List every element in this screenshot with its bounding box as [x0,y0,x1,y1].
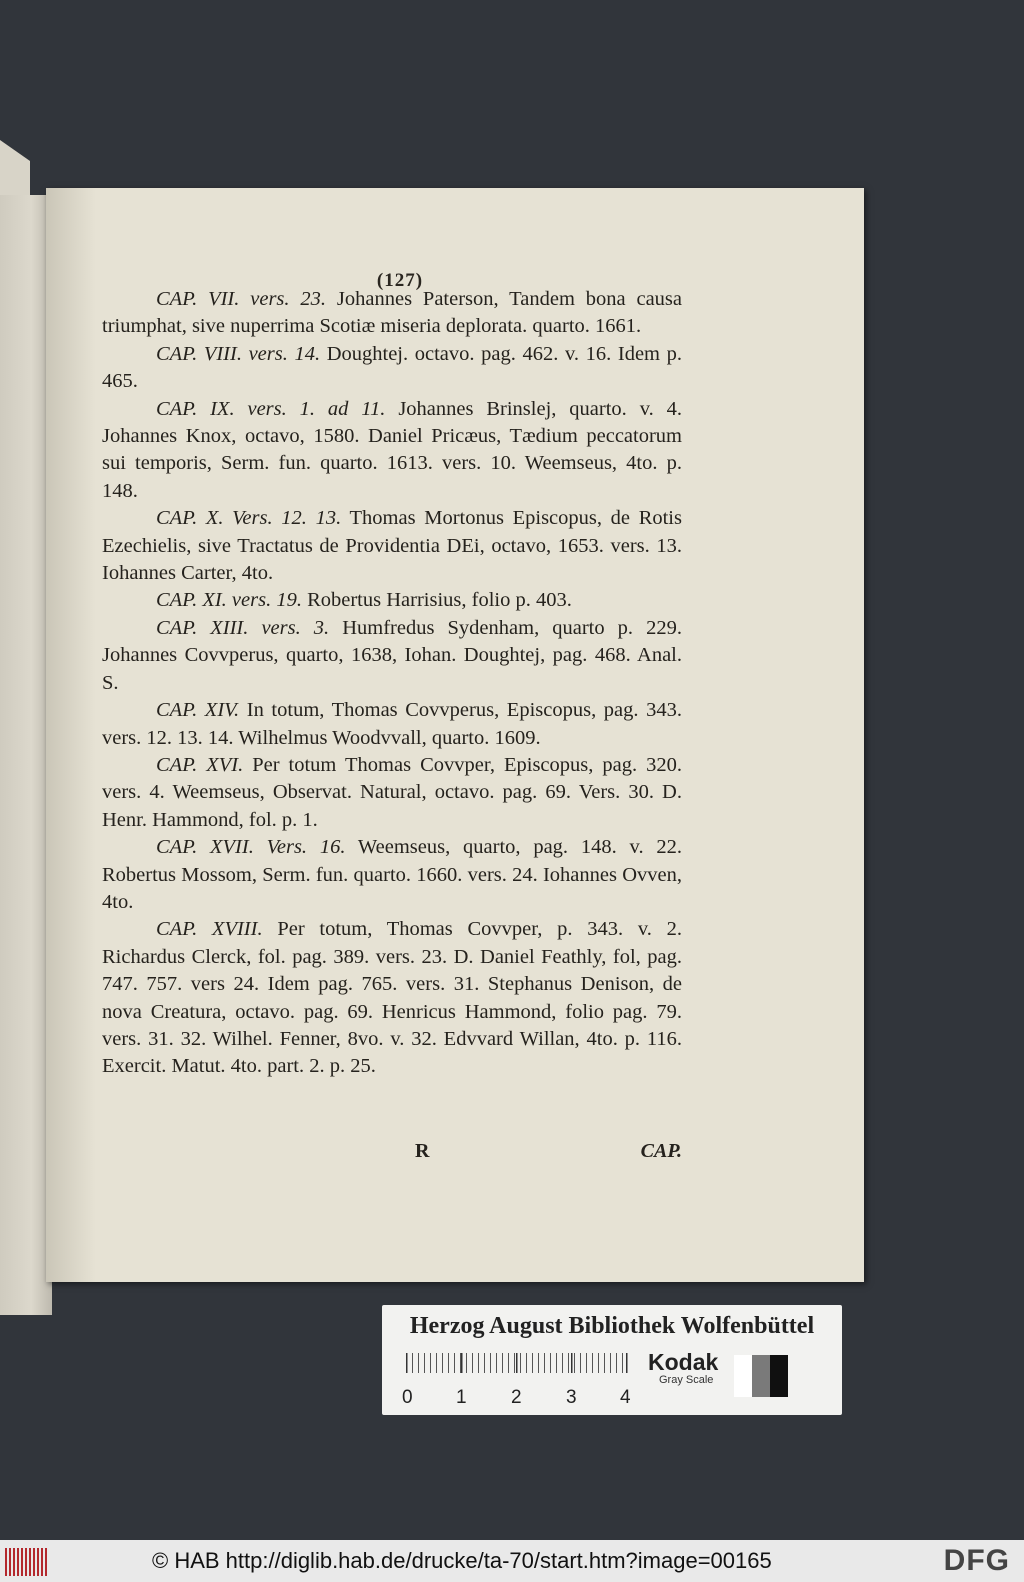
gray-swatch-mid [752,1355,770,1397]
chapter-reference: CAP. X. Vers. 12. 13. [156,507,342,530]
entry-text: Robertus Harrisius, folio p. 403. [301,589,572,612]
book-page [46,188,864,1282]
gray-swatch-black [770,1355,788,1397]
chapter-reference: CAP. VIII. vers. 14. [156,342,321,365]
entry-paragraph [102,286,682,341]
scale-ruler [406,1353,628,1373]
entry-paragraph [102,834,682,916]
scale-tick-0: 0 [402,1387,413,1408]
chapter-reference: CAP. XVI. [156,753,244,776]
entry-paragraph [102,587,682,614]
entry-text: Thomas Mortonus Episcopus, de Rotis Ezechielis, sive Tractatus de Providentia DEi, octavo, 1653. vers. 13. Iohannes Carter, 4to. [102,507,682,585]
chapter-reference: CAP. VII. vers. 23. [156,288,327,310]
chapter-reference: CAP. XVIII. [156,918,263,941]
entry-text: Per totum Thomas Covvper, Episcopus, pag. 320. vers. 4. Weemseus, Observat. Natural, octavo. pag. 69. Vers. 30. D. Henr. Hammond, fol. p. 1. [102,753,682,831]
entry-paragraph [102,615,682,697]
entry-text: Doughtej. octavo. pag. 462. v. 16. Idem p. 465. [102,342,682,393]
chapter-reference: CAP. XIV. [156,699,240,722]
catchwords-line [102,1140,682,1170]
entry-paragraph [102,341,682,396]
entry-text: Humfredus Sydenham, quarto p. 229. Johannes Covvperus, quarto, 1638, Iohan. Doughtej, pag. 468. Anal. S. [102,616,682,694]
chapter-reference: CAP. IX. vers. 1. ad 11. [156,397,386,420]
kodak-logo: Kodak [648,1349,719,1375]
scale-tick-4: 4 [620,1387,631,1408]
entry-text: Per totum, Thomas Covvper, p. 343. v. 2. Richardus Clerck, fol. pag. 389. vers. 23. D. Daniel Feathly, fol, pag. 747. 757. vers 24. Idem pag. 765. vers. 31. Stephanus Denison, de nova Creatura, octavo. pag. 69. Henricus Hammond, folio pag. 79. vers. 31. 32. Wilhel. Fenner, 8vo. v. 32. Edvvard Willan, 4to. p. 116. Exercit. Matut. 4to. part. 2. p. 25. [102,918,682,1078]
chapter-reference: CAP. XIII. vers. 3. [156,616,330,639]
page-number: (127) [376,270,424,291]
chapter-reference: CAP. XVII. Vers. 16. [156,836,346,859]
library-name: Herzog August Bibliothek Wolfenbüttel [409,1313,815,1339]
catchword: CAP. [640,1140,682,1162]
copyright-link[interactable]: © HAB http://diglib.hab.de/drucke/ta-70/start.htm?image=00165 [152,1548,772,1573]
chapter-reference: CAP. XI. vers. 19. [156,589,302,612]
entry-text: Weemseus, quarto, pag. 148. v. 22. Robertus Mossom, Serm. fun. quarto. 1660. vers. 24. Iohannes Ovven, 4to. [102,836,682,913]
gray-swatch-white [734,1355,752,1397]
facing-page-edge [0,195,52,1315]
scale-tick-3: 3 [566,1387,577,1408]
footer-bar [0,1540,1024,1582]
entry-text: Johannes Paterson, Tandem bona causa triumphat, sive nuperrima Scotiæ miseria deplorata. quarto. 1661. [102,288,683,338]
scale-tick-2: 2 [511,1387,522,1408]
scale-tick-1: 1 [456,1387,467,1408]
page-text [102,286,682,1081]
entry-paragraph [102,505,682,587]
library-label-card [382,1305,842,1415]
barcode-icon [5,1548,47,1576]
dfg-logo: DFG [943,1544,1010,1577]
gutter-shade [46,188,96,1282]
entry-text: In totum, Thomas Covvperus, Episcopus, pag. 343. vers. 12. 13. 14. Wilhelmus Woodvvall, quarto. 1609. [102,699,682,749]
signature-mark: R [415,1140,430,1162]
gray-scale-label: Gray Scale [659,1374,714,1386]
entry-paragraph [102,916,682,1080]
entry-paragraph [102,752,682,834]
entry-text: Johannes Brinslej, quarto. v. 4. Johannes Knox, octavo, 1580. Daniel Pricæus, Tædium peccatorum sui temporis, Serm. fun. quarto. 1613. vers. 10. Weemseus, 4to. p. 148. [102,397,683,502]
entry-paragraph [102,396,682,506]
entry-paragraph [102,697,682,752]
